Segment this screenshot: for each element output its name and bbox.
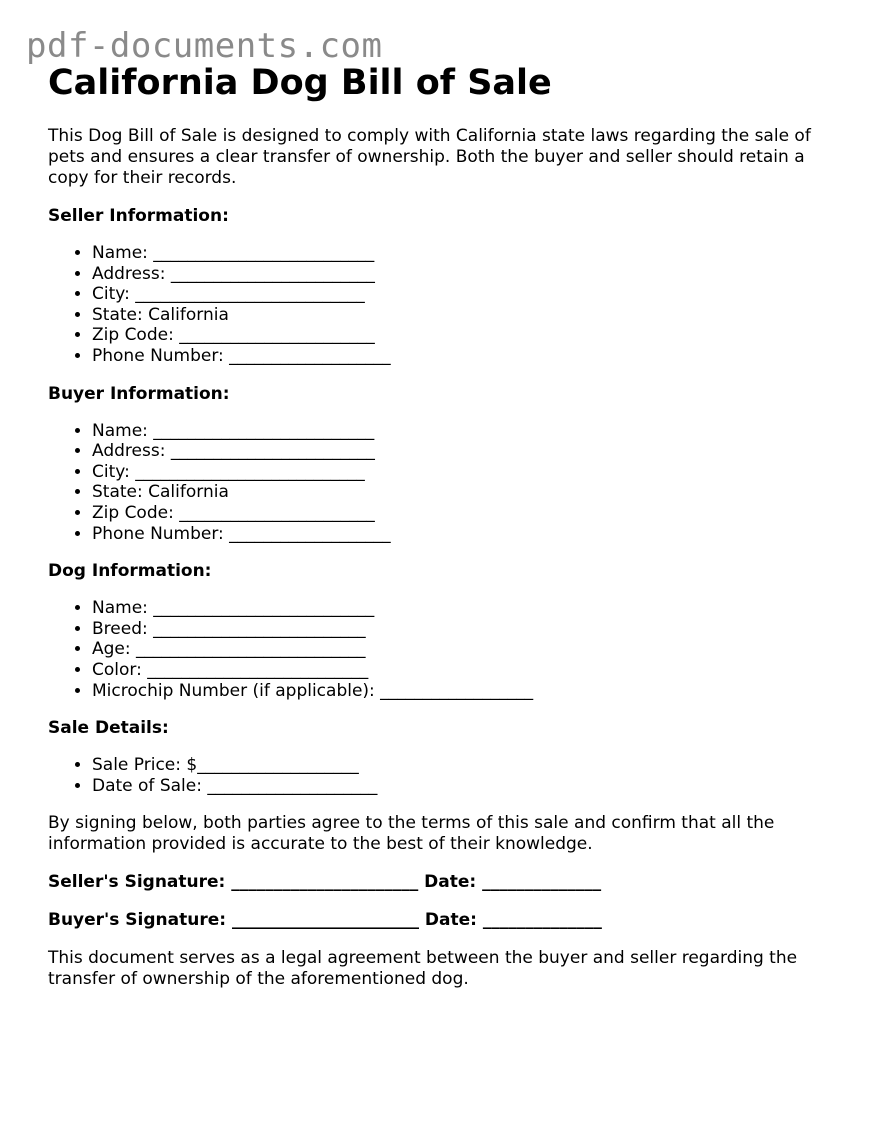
dog-age-field: • Age: ___________________________ xyxy=(92,639,838,660)
dog-section-heading: Dog Information: xyxy=(48,561,212,582)
buyer-zip-field: • Zip Code: _______________________ xyxy=(92,503,838,524)
dog-microchip-field: • Microchip Number (if applicable): __________________ xyxy=(92,681,838,702)
dog-breed-field: • Breed: _________________________ xyxy=(92,619,838,640)
seller-field-list xyxy=(48,243,838,367)
seller-phone-field: • Phone Number: ___________________ xyxy=(92,346,838,367)
sale-price-field: • Sale Price: $___________________ xyxy=(92,755,838,776)
buyer-section-heading: Buyer Information: xyxy=(48,383,230,404)
buyer-name-field: • Name: __________________________ xyxy=(92,421,838,442)
seller-address-field: • Address: ________________________ xyxy=(92,264,838,285)
seller-city-field: • City: ___________________________ xyxy=(92,284,838,305)
buyer-field-list xyxy=(48,421,838,545)
buyer-state-field: • State: California xyxy=(92,482,838,503)
sale-field-list xyxy=(48,755,838,796)
sale-section-heading: Sale Details: xyxy=(48,718,169,739)
dog-field-list xyxy=(48,598,838,701)
document-body xyxy=(48,60,838,1007)
closing-paragraph: This document serves as a legal agreement between the buyer and seller regarding the transfer of ownership of the aforementioned dog. xyxy=(48,948,798,990)
seller-state-field: • State: California xyxy=(92,305,838,326)
dog-name-field: • Name: __________________________ xyxy=(92,598,838,619)
seller-section-heading: Seller Information: xyxy=(48,206,229,226)
watermark: pdf-documents.com xyxy=(26,26,383,66)
buyer-phone-field: • Phone Number: ___________________ xyxy=(92,524,838,545)
seller-zip-field: • Zip Code: _______________________ xyxy=(92,325,838,346)
intro-paragraph: This Dog Bill of Sale is designed to comply with California state laws regarding the sale of pets and ensures a clear transfer of ownership. Both the buyer and seller should retain a copy for their records. xyxy=(48,126,811,188)
seller-name-field: • Name: __________________________ xyxy=(92,243,838,264)
sale-date-field: • Date of Sale: ____________________ xyxy=(92,776,838,797)
agreement-paragraph: By signing below, both parties agree to the terms of this sale and confirm that all the information provided is accurate to the best of their knowledge. xyxy=(48,813,775,855)
dog-color-field: • Color: __________________________ xyxy=(92,660,838,681)
buyer-address-field: • Address: ________________________ xyxy=(92,441,838,462)
document-title: California Dog Bill of Sale xyxy=(48,63,552,103)
seller-signature-line: Seller's Signature: ______________________ Date: ______________ xyxy=(48,872,602,893)
buyer-city-field: • City: ___________________________ xyxy=(92,462,838,483)
buyer-signature-line: Buyer's Signature: ______________________ Date: ______________ xyxy=(48,910,602,931)
